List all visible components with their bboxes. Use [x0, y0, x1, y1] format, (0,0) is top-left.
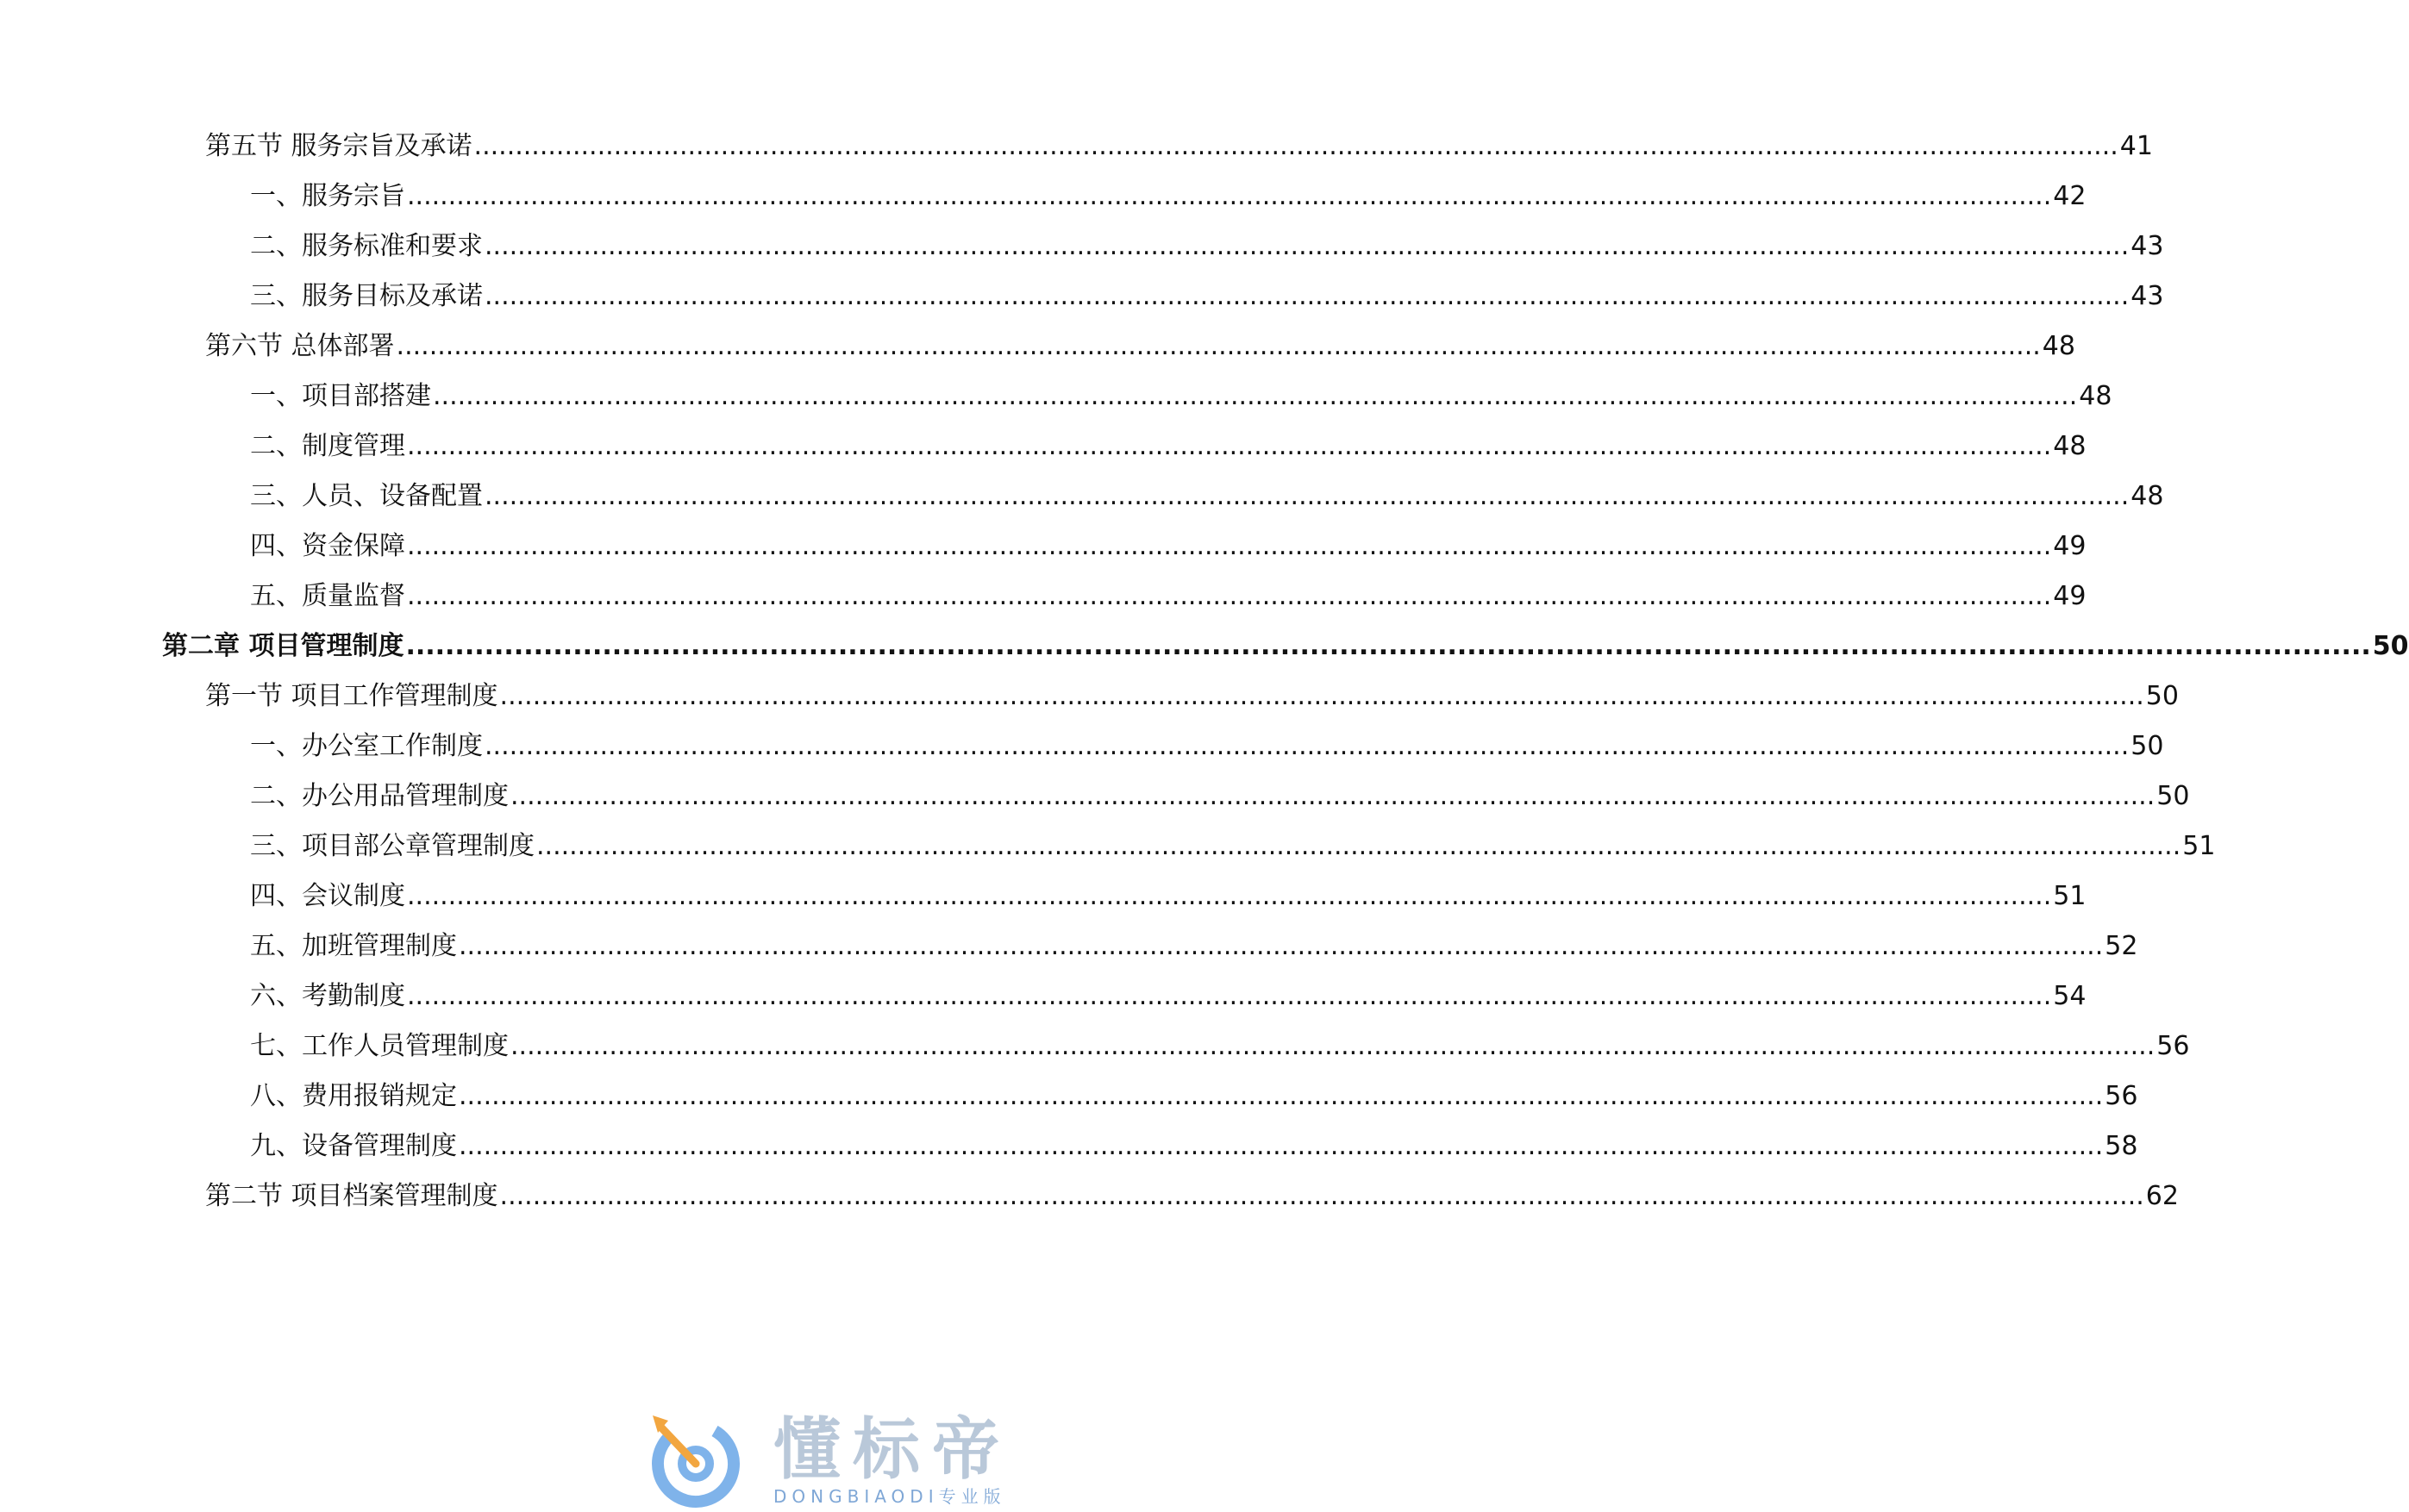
toc-entry-page: 56	[2156, 1031, 2190, 1061]
toc-entry[interactable]	[250, 278, 2164, 316]
dot-leader: ........................................................................................................................................................................................................	[499, 1181, 2144, 1211]
toc-entry[interactable]	[250, 1078, 2138, 1115]
toc-entry-title: 第二章 项目管理制度	[162, 631, 404, 661]
toc-entry-title: 四、会议制度	[250, 881, 405, 911]
toc-entry-title: 第二节 项目档案管理制度	[205, 1181, 498, 1211]
toc-entry[interactable]	[250, 728, 2164, 765]
dot-leader: ........................................................................................................................................................................................................	[485, 481, 2130, 511]
toc-entry-page: 49	[2053, 581, 2087, 611]
toc-entry-page: 50	[2131, 731, 2164, 761]
toc-entry-title: 七、工作人员管理制度	[250, 1031, 509, 1061]
target-logo-icon	[642, 1412, 751, 1509]
dot-leader: ........................................................................................................................................................................................................	[407, 531, 2052, 561]
toc-entry-title: 第六节 总体部署	[205, 331, 395, 361]
toc-entry-title: 三、项目部公章管理制度	[250, 831, 535, 861]
toc-chapter-entry[interactable]	[162, 628, 2409, 665]
toc-entry-page: 51	[2182, 831, 2216, 861]
toc-entry-page: 56	[2105, 1081, 2138, 1111]
toc-entry[interactable]	[250, 178, 2087, 216]
toc-entry-title: 一、项目部搭建	[250, 381, 431, 411]
brand-watermark	[642, 1412, 1056, 1509]
toc-entry[interactable]	[250, 928, 2138, 965]
toc-entry[interactable]	[250, 528, 2087, 565]
toc-entry-title: 九、设备管理制度	[250, 1131, 457, 1161]
dot-leader: ........................................................................................................................................................................................................	[485, 731, 2130, 761]
toc-entry[interactable]	[205, 128, 2153, 166]
toc-entry-title: 第一节 项目工作管理制度	[205, 681, 498, 711]
toc-entry-title: 四、资金保障	[250, 531, 405, 561]
toc-entry[interactable]	[250, 1128, 2138, 1165]
toc-entry-title: 二、办公用品管理制度	[250, 781, 509, 811]
toc-entry-page: 48	[2131, 481, 2164, 511]
toc-entry-title: 五、质量监督	[250, 581, 405, 611]
toc-entry-page: 49	[2053, 531, 2087, 561]
dot-leader: ........................................................................................................................................................................................................	[407, 431, 2052, 461]
toc-entry[interactable]	[250, 428, 2087, 465]
dot-leader: ........................................................................................................................................................................................................	[396, 331, 2041, 361]
toc-entry[interactable]	[205, 328, 2075, 366]
toc-entry-title: 二、制度管理	[250, 431, 405, 461]
toc-entry-page: 48	[2053, 431, 2087, 461]
toc-entry[interactable]	[250, 478, 2164, 515]
dot-leader: ........................................................................................................................................................................................................	[407, 181, 2052, 211]
toc-entry-title: 一、服务宗旨	[250, 181, 405, 211]
dot-leader: ........................................................................................................................................................................................................	[407, 581, 2052, 611]
dot-leader: ........................................................................................................................................................................................................	[405, 631, 2371, 661]
dot-leader: ........................................................................................................................................................................................................	[407, 981, 2052, 1011]
toc-entry-page: 58	[2105, 1131, 2138, 1161]
toc-entry-page: 48	[2042, 331, 2075, 361]
dot-leader: ........................................................................................................................................................................................................	[433, 381, 2078, 411]
toc-entry[interactable]	[250, 778, 2190, 815]
toc-entry-page: 62	[2145, 1181, 2179, 1211]
toc-entry-page: 52	[2105, 931, 2138, 961]
dot-leader: ........................................................................................................................................................................................................	[499, 681, 2144, 711]
dot-leader: ........................................................................................................................................................................................................	[536, 831, 2181, 861]
dot-leader: ........................................................................................................................................................................................................	[459, 1131, 2104, 1161]
toc-entry[interactable]	[250, 878, 2087, 915]
toc-entry[interactable]	[250, 228, 2164, 266]
dot-leader: ........................................................................................................................................................................................................	[485, 281, 2130, 311]
dot-leader: ........................................................................................................................................................................................................	[510, 1031, 2156, 1061]
toc-entry[interactable]	[205, 678, 2179, 715]
toc-entry-page: 43	[2131, 281, 2164, 311]
toc-entry-title: 三、人员、设备配置	[250, 481, 483, 511]
watermark-brand: 懂标帝	[773, 1411, 1012, 1489]
toc-entry-page: 54	[2053, 981, 2087, 1011]
toc-entry[interactable]	[205, 1178, 2179, 1215]
toc-entry-page: 50	[2372, 631, 2409, 661]
dot-leader: ........................................................................................................................................................................................................	[473, 131, 2118, 161]
toc-entry[interactable]	[250, 378, 2112, 415]
toc-entry-page: 43	[2131, 231, 2164, 261]
toc-entry-title: 三、服务目标及承诺	[250, 281, 483, 311]
toc-entry[interactable]	[250, 578, 2087, 615]
toc-entry[interactable]	[250, 1028, 2190, 1065]
toc-entry-page: 50	[2145, 681, 2179, 711]
dot-leader: ........................................................................................................................................................................................................	[485, 231, 2130, 261]
toc-entry-page: 42	[2053, 181, 2087, 211]
toc-entry-title: 二、服务标准和要求	[250, 231, 483, 261]
toc-entry-title: 第五节 服务宗旨及承诺	[205, 131, 472, 161]
toc-entry-page: 41	[2119, 131, 2153, 161]
watermark-subtitle: DONGBIAODI专业版	[773, 1486, 1006, 1507]
toc-entry-page: 48	[2079, 381, 2112, 411]
toc-entry-title: 五、加班管理制度	[250, 931, 457, 961]
dot-leader: ........................................................................................................................................................................................................	[459, 931, 2104, 961]
toc-entry-page: 51	[2053, 881, 2087, 911]
dot-leader: ........................................................................................................................................................................................................	[459, 1081, 2104, 1111]
toc-entry-title: 八、费用报销规定	[250, 1081, 457, 1111]
toc-entry[interactable]	[250, 828, 2216, 865]
toc-entry-title: 六、考勤制度	[250, 981, 405, 1011]
toc-entry[interactable]	[250, 978, 2087, 1015]
toc-entry-title: 一、办公室工作制度	[250, 731, 483, 761]
dot-leader: ........................................................................................................................................................................................................	[510, 781, 2156, 811]
toc-entry-page: 50	[2156, 781, 2190, 811]
dot-leader: ........................................................................................................................................................................................................	[407, 881, 2052, 911]
